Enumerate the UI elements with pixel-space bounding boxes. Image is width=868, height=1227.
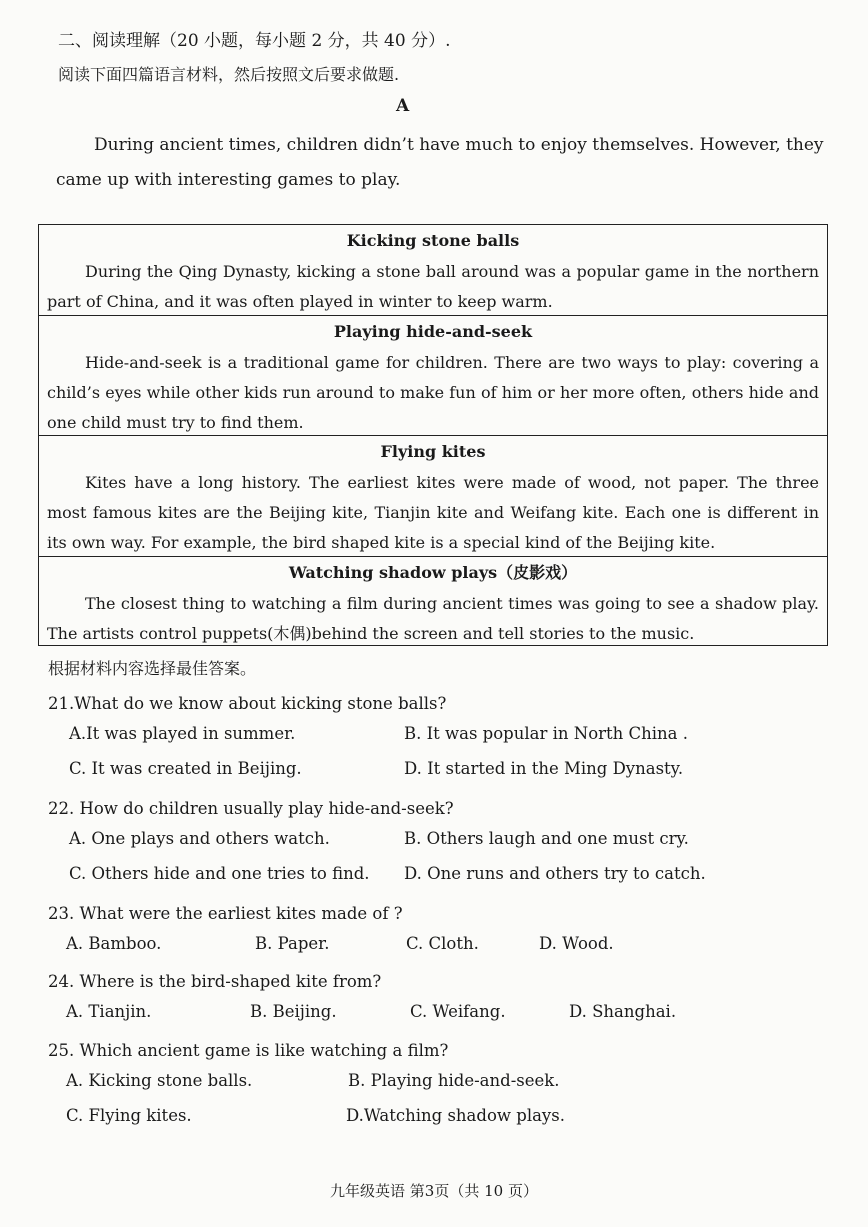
section-heading: 二、阅读理解（20 小题，每小题 2 分，共 40 分）. (58, 31, 451, 51)
option-a[interactable]: A. Tianjin. (66, 1002, 152, 1021)
material-title: Flying kites (380, 442, 486, 461)
option-c[interactable]: C. Flying kites. (66, 1106, 192, 1125)
question-stem: 25. Which ancient game is like watching a film? (48, 1041, 449, 1060)
option-b[interactable]: B. Beijing. (250, 1002, 337, 1021)
option-d[interactable]: D. It started in the Ming Dynasty. (404, 759, 684, 778)
material-title: Playing hide-and-seek (333, 322, 533, 341)
question-stem: 23. What were the earliest kites made of ? (48, 904, 403, 923)
question-stem: 24. Where is the bird-shaped kite from? (48, 972, 382, 991)
question-24 (48, 964, 828, 1034)
material-body: Kites have a long history. The earliest kites were made of wood, not paper. The three most famous kites are the Beijing kite, Tianjin kite and Weifang kite. Each one is different in its own way. For example, the bird shaped kite is a special kind of the Beijing kite. (47, 473, 819, 552)
option-c[interactable]: C. It was created in Beijing. (69, 759, 302, 778)
material-body: Hide-and-seek is a traditional game for children. There are two ways to play: covering a child’s eyes while other kids run around to make fun of him or her more often, others hide and one child must try to find them. (47, 353, 819, 432)
option-a[interactable]: A. Kicking stone balls. (66, 1071, 253, 1090)
material-flying-kites (39, 435, 827, 556)
page-footer: 九年级英语 第3页（共 10 页） (330, 1182, 538, 1200)
option-d[interactable]: D. Wood. (539, 934, 614, 953)
question-22 (48, 791, 828, 896)
section-instructions: 阅读下面四篇语言材料，然后按照文后要求做题. (58, 65, 400, 84)
question-stem: 22. How do children usually play hide-and-seek? (48, 799, 454, 818)
option-a[interactable]: A.It was played in summer. (69, 724, 296, 743)
material-title: Watching shadow plays（皮影戏） (288, 563, 578, 582)
select-instruction: 根据材料内容选择最佳答案。 (48, 659, 257, 678)
option-b[interactable]: B. It was popular in North China . (404, 724, 689, 743)
materials-table (38, 224, 828, 646)
question-stem: 21.What do we know about kicking stone balls? (48, 694, 447, 713)
material-body: The closest thing to watching a film during ancient times was going to see a shadow play. The artists control puppets(木偶)behind the screen and tell stories to the music. (47, 594, 819, 643)
material-body: During the Qing Dynasty, kicking a stone ball around was a popular game in the northern part of China, and it was often played in winter to keep warm. (47, 262, 819, 311)
option-b[interactable]: B. Paper. (255, 934, 330, 953)
question-23 (48, 896, 828, 966)
question-25 (48, 1033, 828, 1138)
question-21 (48, 686, 828, 791)
option-c[interactable]: C. Cloth. (406, 934, 479, 953)
material-kicking-stone-balls (39, 225, 827, 315)
option-d[interactable]: D. One runs and others try to catch. (404, 864, 706, 883)
passage-intro: During ancient times, children didn’t have much to enjoy themselves. However, they came up with interesting games to play. (56, 135, 824, 190)
material-title: Kicking stone balls (346, 231, 520, 250)
option-a[interactable]: A. Bamboo. (66, 934, 162, 953)
option-c[interactable]: C. Weifang. (410, 1002, 506, 1021)
material-shadow-plays (39, 556, 827, 646)
option-c[interactable]: C. Others hide and one tries to find. (69, 864, 370, 883)
option-d[interactable]: D.Watching shadow plays. (346, 1106, 565, 1125)
material-hide-and-seek (39, 315, 827, 435)
option-d[interactable]: D. Shanghai. (569, 1002, 677, 1021)
option-a[interactable]: A. One plays and others watch. (69, 829, 330, 848)
passage-letter: A (396, 96, 410, 116)
option-b[interactable]: B. Others laugh and one must cry. (404, 829, 689, 848)
option-b[interactable]: B. Playing hide-and-seek. (348, 1071, 560, 1090)
